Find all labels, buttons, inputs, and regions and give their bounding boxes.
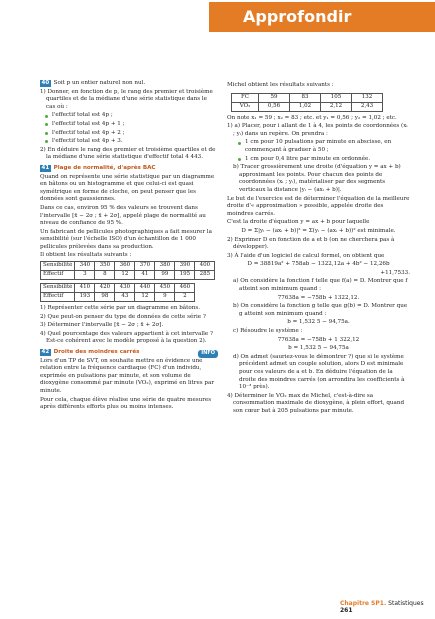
ex42-title: Droite des moindres carrés — [53, 349, 140, 356]
ex41-q3: 3) Déterminer l'intervalle [x̄ − 2σ ; x̄ + 2σ]. — [40, 322, 164, 329]
table-cell: FC — [232, 93, 259, 102]
ex42-expr2: +11,7533. — [380, 269, 410, 276]
ex42-bullet-1: 1 cm pour 10 pulsations par minute en abscisse, en commençant à graduer à 50 ; — [233, 139, 410, 154]
table-cell: 8 — [95, 271, 115, 280]
header-banner — [209, 2, 435, 32]
table-cell: Sensibilité — [41, 262, 75, 271]
table-row — [41, 284, 195, 293]
table-cell: Effectif — [41, 271, 75, 280]
table-cell: 380 — [155, 262, 175, 271]
ex40-number: 40 — [41, 80, 50, 86]
header-title: Approfondir — [243, 7, 352, 26]
table-cell: 340 — [75, 262, 95, 271]
ex42-eq2: b = 1,532 5 − 94,75a. — [287, 319, 350, 326]
footer-chapter: Chapitre SP1. — [340, 600, 387, 607]
table-cell: 3 — [75, 271, 95, 280]
table-cell: VO₂ — [232, 102, 259, 111]
ex42-bullet-2: 1 cm pour 0,4 litre par minute en ordonnée. — [233, 156, 410, 164]
ex42-heading — [40, 349, 218, 357]
table-cell: 430 — [115, 284, 135, 293]
table-cell: 98 — [95, 293, 115, 302]
table-cell: Effectif — [41, 293, 75, 302]
page-footer — [340, 600, 435, 614]
ex42-q3: 3) À l'aide d'un logiciel de calcul formel, on obtient que — [227, 252, 385, 259]
ex41-heading — [40, 165, 218, 173]
ex41-title: Plage de normalité, d'après BAC — [53, 164, 156, 171]
ex41-p2: Dans ce cas, environ 95 % des valeurs se trouvent dans l'intervalle [x̄ − 2σ ; x̄ + 2σ], appelé plage de normalité au niveau de confiance de 95 %. — [40, 204, 206, 227]
table-row — [232, 102, 383, 111]
ex42-sys2: b = 1,532 5 − 94,75a — [288, 345, 349, 352]
footer-section: Statistiques — [388, 600, 424, 607]
table-cell: 410 — [75, 284, 95, 293]
table-cell: 43 — [115, 293, 135, 302]
table-cell: 390 — [175, 262, 195, 271]
ex40-q1: 1) Donner, en fonction de p, le rang des premier et troisième quartiles et de la médiane d'une série statistique dans le cas où : — [40, 88, 213, 110]
ex42-goal: Le but de l'exercice est de déterminer l'équation de la meilleure droite d'« approximation » possible, appelée droite des moindres carrés. — [227, 195, 410, 217]
table-row — [41, 262, 215, 271]
left-column — [40, 80, 218, 413]
ex42-q1a: 1) a) Placer, pour i allant de 1 à 4, les points de coordonnées (xᵢ ; yᵢ) dans un repère. On prendra : — [227, 123, 408, 137]
ex42-expr1: D = 38819a² + 758ab − 1322,12a + 4b² − 12,26b — [247, 261, 390, 268]
table-cell: 99 — [155, 271, 175, 280]
ex41-table-1 — [40, 261, 215, 280]
ex41-q1: 1) Représenter cette série par un diagramme en bâtons. — [40, 305, 200, 312]
table-cell: 195 — [175, 271, 195, 280]
table-cell: 400 — [195, 262, 215, 271]
table-cell: 41 — [135, 271, 155, 280]
table-cell: 9 — [155, 293, 175, 302]
table-cell: 83 — [290, 93, 321, 102]
ex41-table-2 — [40, 283, 195, 302]
table-cell: 1,02 — [290, 102, 321, 111]
table-cell: 132 — [352, 93, 383, 102]
table-cell: 460 — [175, 284, 195, 293]
ex42-q3b: b) On considère la fonction g telle que g(b) = D. Montrer que g atteint son minimum quand : — [233, 303, 408, 317]
table-cell: 12 — [135, 293, 155, 302]
ex42-table — [231, 93, 383, 112]
ex42-p1: Lors d'un TP de SVT, on souhaite mettre en évidence une relation entre la fréquence cardiaque (FC) d'un individu, exprimée en pulsations par minute, et son volume de dioxygène consommé par minute (VO₂), exprimé en litres par minute. — [40, 357, 215, 394]
table-cell: 0,56 — [259, 102, 290, 111]
ex42-q2: 2) Exprimer D en fonction de a et b (on ne cherchera pas à développer). — [227, 236, 395, 251]
ex42-q1b: b) Tracer grossièrement une droite (d'équation y = ax + b) approximant les points. Pour chacun des points de coordonnées (xᵢ ; yᵢ), matérialiser par des segments verticaux la distance |yᵢ − (axᵢ + b)|. — [233, 164, 401, 193]
ex42-formula: D = Σ|yᵢ − (axᵢ + b)|² = Σ(yᵢ − (axᵢ + b))² est minimale. — [241, 227, 396, 234]
ex42-q3a: a) On considère la fonction f telle que f(a) = D. Montrer que f atteint son minimum quand : — [233, 278, 408, 293]
ex40-q2: 2) En déduire le rang des premier et troisième quartiles et de la médiane d'une série statistique d'effectif total 4 443. — [40, 146, 216, 161]
ex40-intro — [40, 80, 218, 88]
ex42-goal2: C'est la droite d'équation y = ax + b pour laquelle — [227, 219, 370, 226]
ex40-bullet-4: l'effectif total est 4p + 3. — [40, 138, 218, 146]
info-badge: INFO — [198, 350, 218, 358]
table-cell: Sensibilité — [41, 284, 75, 293]
table-row — [41, 271, 215, 280]
table-cell: 370 — [135, 262, 155, 271]
table-cell: 2,43 — [352, 102, 383, 111]
table-cell: 360 — [115, 262, 135, 271]
ex42-p2: Pour cela, chaque élève réalise une série de quatre mesures après différents efforts plus ou moins intenses. — [40, 396, 212, 411]
ex40-bullet-1: l'effectif total est 4p ; — [40, 112, 218, 120]
ex42-number: 42 — [41, 349, 50, 356]
table-cell: 105 — [321, 93, 352, 102]
ex42-p3: Michel obtient les résultats suivants : — [227, 82, 334, 88]
page-number: 261 — [340, 607, 353, 614]
ex42-q3d: d) On admet (sauriez-vous le démontrer ?) que si le système précédent admet un couple solution, alors D est minimale pour ces valeurs de a et b. En déduire l'équation de la droite des moindres carrés (on arrondira les coefficients à 10⁻³ près). — [233, 353, 405, 391]
ex41-p4: Il obtient les résultats suivants : — [40, 252, 132, 259]
ex41-q4: 4) Quel pourcentage des valeurs appartient à cet intervalle ? Est-ce cohérent avec le modèle proposé à la question 2). — [40, 330, 214, 345]
ex41-p1: Quand on représente une série statistique par un diagramme en bâtons ou un histogramme et que celui-ci est quasi symétrique en forme de cloche, on peut penser que les données sont gaussiennes. — [40, 173, 215, 203]
ex40-intro-text: Soit p un entier naturel non nul. — [53, 80, 146, 86]
ex42-note: On note x₁ = 59 ; x₂ = 83 ; etc. et y₁ = 0,56 ; y₂ = 1,02 ; etc. — [227, 114, 397, 121]
table-cell: 420 — [95, 284, 115, 293]
ex42-q4: 4) Déterminer le VO₂ max de Michel, c'est-à-dire sa consommation maximale de dioxygène, à plein effort, quand son cœur bat à 205 pulsations par minute. — [227, 392, 405, 414]
table-cell: 450 — [155, 284, 175, 293]
ex42-q3c: c) Résoudre le système : — [233, 328, 303, 335]
table-cell: 2,12 — [321, 102, 352, 111]
right-column — [227, 82, 410, 417]
table-cell: 59 — [259, 93, 290, 102]
table-cell: 440 — [135, 284, 155, 293]
ex42-sys1: 77638a = −758b + 1 322,12 — [277, 336, 360, 343]
table-cell: 350 — [95, 262, 115, 271]
ex41-number: 41 — [41, 164, 50, 171]
table-row — [41, 293, 195, 302]
ex41-p3: Un fabricant de pellicules photographiques a fait mesurer la sensibilité (sur l'échelle ISO) d'un échantillon de 1 000 pellicules prélevées dans sa production. — [40, 228, 212, 250]
ex40-bullet-3: l'effectif total est 4p + 2 ; — [40, 130, 218, 138]
ex41-q2: 2) Que peut-on penser du type de données de cette série ? — [40, 313, 206, 320]
table-row — [232, 93, 383, 102]
table-cell: 12 — [115, 271, 135, 280]
table-cell: 285 — [195, 271, 215, 280]
ex40-bullet-2: l'effectif total est 4p + 1 ; — [40, 121, 218, 129]
table-cell: 2 — [175, 293, 195, 302]
table-cell: 193 — [75, 293, 95, 302]
ex42-eq1: 77638a = −758b + 1322,12. — [277, 294, 360, 301]
